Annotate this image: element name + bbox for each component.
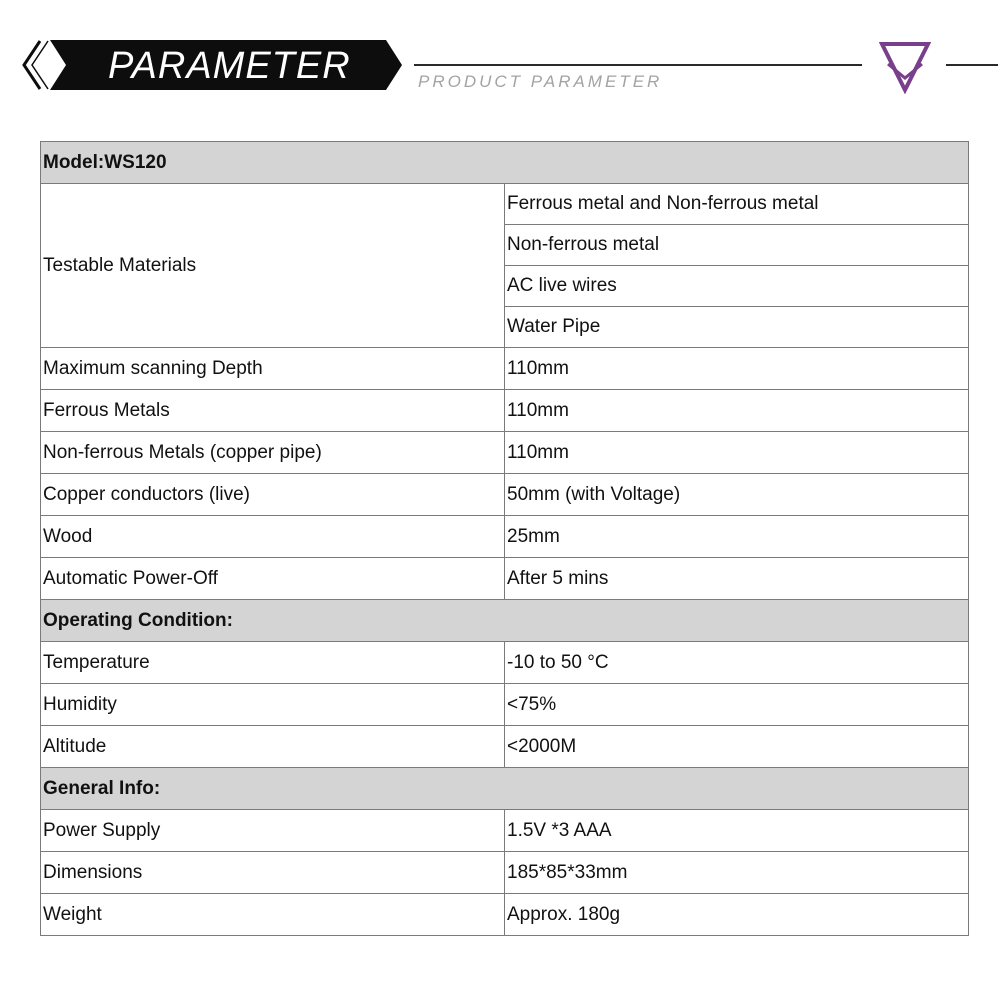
table-row [41,184,969,225]
row-label: Altitude [41,726,505,768]
row-value: 25mm [505,516,969,558]
material-value: Water Pipe [505,307,969,348]
page-subtitle: PRODUCT PARAMETER [418,72,663,91]
row-label: Temperature [41,642,505,684]
material-value: Ferrous metal and Non-ferrous metal [505,184,969,225]
table-row [41,348,969,390]
table-row [41,684,969,726]
row-value: After 5 mins [505,558,969,600]
double-triangle-icon [879,40,931,94]
row-label: Automatic Power-Off [41,558,505,600]
table-row [41,390,969,432]
row-value: Approx. 180g [505,894,969,936]
model-label: Model:WS120 [41,142,969,184]
row-label: Ferrous Metals [41,390,505,432]
header-divider-right [946,64,998,66]
testable-materials-label: Testable Materials [41,184,505,348]
operating-condition-section [41,600,969,642]
section-title: Operating Condition: [41,600,969,642]
row-label: Humidity [41,684,505,726]
general-info-section [41,768,969,810]
material-value: Non-ferrous metal [505,225,969,266]
row-label: Weight [41,894,505,936]
spec-table [40,141,969,936]
row-label: Maximum scanning Depth [41,348,505,390]
row-value: <2000M [505,726,969,768]
table-row [41,852,969,894]
table-row [41,558,969,600]
row-value: 110mm [505,348,969,390]
row-value: 1.5V *3 AAA [505,810,969,852]
row-label: Copper conductors (live) [41,474,505,516]
row-label: Power Supply [41,810,505,852]
row-value: <75% [505,684,969,726]
material-value: AC live wires [505,266,969,307]
table-row [41,516,969,558]
row-value: 110mm [505,390,969,432]
page-title: PARAMETER [108,45,351,87]
table-row [41,642,969,684]
header-divider [414,64,862,66]
table-row [41,810,969,852]
row-value: 50mm (with Voltage) [505,474,969,516]
row-label: Dimensions [41,852,505,894]
row-label: Non-ferrous Metals (copper pipe) [41,432,505,474]
table-row [41,894,969,936]
parameter-header [0,0,1001,120]
table-row [41,432,969,474]
row-value: 185*85*33mm [505,852,969,894]
row-value: -10 to 50 °C [505,642,969,684]
model-row [41,142,969,184]
row-label: Wood [41,516,505,558]
row-value: 110mm [505,432,969,474]
table-row [41,726,969,768]
section-title: General Info: [41,768,969,810]
table-row [41,474,969,516]
